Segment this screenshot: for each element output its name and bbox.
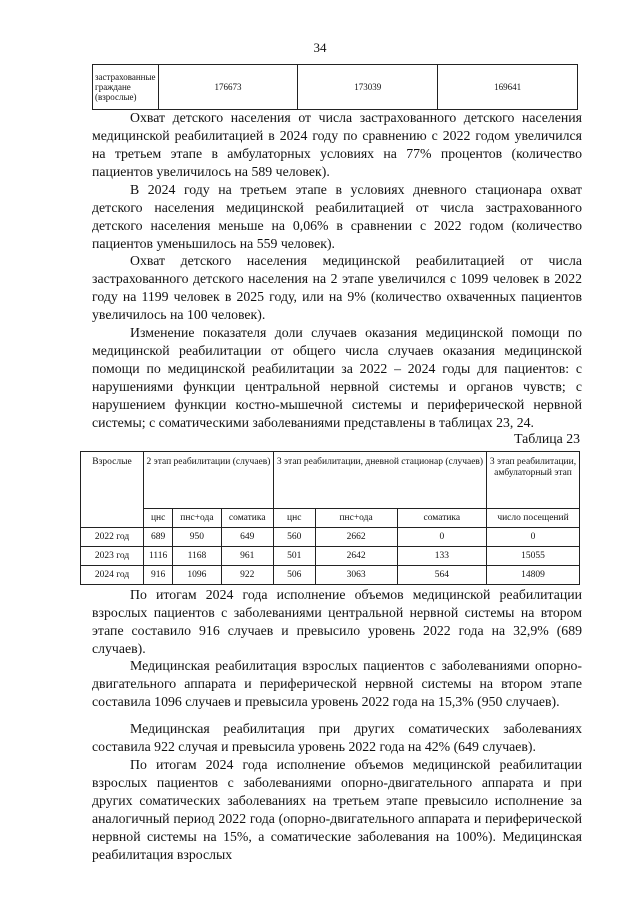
continued-table (92, 64, 578, 110)
paragraph-2: В 2024 году на третьем этапе в условиях дневного стационара охват детского населения медицинской реабилитацией от числа застрахованного детского населения меньше на 0,06% в сравнении с 2022 годом (количество пациентов уменьшилось на 559 человек). (92, 182, 582, 251)
paragraph-4: Изменение показателя доли случаев оказания медицинской помощи по медицинской реабилитации от общего числа случаев оказания медицинской помощи по медицинской реабилитации за 2022 – 2024 годы для пациентов: с нарушениями функции центральной нервной системы и органов чувств; с нарушением функции костно-мышечной системы и периферической нервной системы; с соматическими заболеваниями представлены в таблицах 23, 24. (92, 325, 582, 430)
subheader-cell: соматика (221, 509, 273, 528)
table-cell: 506 (273, 566, 315, 585)
header-cell: 3 этап реабилитации, амбулаторный этап (487, 452, 580, 509)
table-cell: 133 (397, 547, 486, 566)
subheader-cell: пнс+ода (173, 509, 221, 528)
table-row (93, 65, 578, 110)
table-cell: 169641 (438, 65, 578, 110)
table-cell: 922 (221, 566, 273, 585)
page-number: 34 (313, 40, 327, 55)
year-cell: 2024 год (81, 566, 144, 585)
table-cell: 2642 (315, 547, 397, 566)
paragraph-8: По итогам 2024 года исполнение объемов медицинской реабилитации взрослых пациентов с заболеваниями опорно-двигательного аппарата и при других соматических заболеваниях на третьем этапе превысило исполнение за аналогичный период 2022 года (опорно-двигательного аппарата и периферической нервной системы на 15%, а соматические заболевания на 100%). Медицинская реабилитация взрослых (92, 757, 582, 862)
table-cell: 1096 (173, 566, 221, 585)
table-row (81, 566, 580, 585)
table-cell: 0 (487, 528, 580, 547)
table-subheader-row (81, 509, 580, 528)
table-cell: 1116 (144, 547, 173, 566)
table-cell: 649 (221, 528, 273, 547)
paragraph-6: Медицинская реабилитация взрослых пациентов с заболеваниями опорно-двигательного аппарата и периферической нервной системы на втором этапе составила 1096 случаев и превысила уровень 2022 года на 15,3% (950 случаев). (92, 658, 582, 709)
table-cell: 0 (397, 528, 486, 547)
table-cell: 689 (144, 528, 173, 547)
subheader-cell: цнс (273, 509, 315, 528)
table-row (81, 528, 580, 547)
row-label: застрахованные граждане (взрослые) (93, 65, 159, 110)
table-header-row (81, 452, 580, 509)
header-cell: Взрослые (81, 452, 144, 528)
paragraph-5: По итогам 2024 года исполнение объемов медицинской реабилитации взрослых пациентов с заболеваниями центральной нервной системы на втором этапе составило 916 случаев и превысило уровень 2022 года на 32,9% (689 случаев). (92, 587, 582, 656)
year-cell: 2022 год (81, 528, 144, 547)
header-cell: 2 этап реабилитации (случаев) (144, 452, 274, 509)
table-23 (80, 451, 580, 585)
table-cell: 501 (273, 547, 315, 566)
table-row (81, 547, 580, 566)
year-cell: 2023 год (81, 547, 144, 566)
paragraph-3: Охват детского населения медицинской реабилитацией от числа застрахованного детского населения на 2 этапе увеличился с 1099 человек в 2022 году на 1199 человек в 2025 году, или на 9% (количество охваченных пациентов увеличилось на 100 человек). (92, 253, 582, 322)
table-cell: 15055 (487, 547, 580, 566)
subheader-cell: пнс+ода (315, 509, 397, 528)
subheader-cell: соматика (397, 509, 486, 528)
table-cell: 173039 (298, 65, 438, 110)
table-cell: 961 (221, 547, 273, 566)
table-cell: 176673 (158, 65, 298, 110)
paragraph-1: Охват детского населения от числа застрахованного детского населения медицинской реабилитацией в 2024 году по сравнению с 2022 годом увеличился на третьем этапе в амбулаторных условиях на 77% процентов (количество пациентов увеличилось на 589 человек). (92, 110, 582, 179)
table-cell: 916 (144, 566, 173, 585)
table-cell: 564 (397, 566, 486, 585)
table-cell: 2662 (315, 528, 397, 547)
table-cell: 3063 (315, 566, 397, 585)
paragraph-7: Медицинская реабилитация при других соматических заболеваниях составила 922 случая и превысила уровень 2022 года на 42% (649 случаев). (92, 721, 582, 754)
header-cell: 3 этап реабилитации, дневной стационар (случаев) (273, 452, 486, 509)
table-cell: 950 (173, 528, 221, 547)
table-cell: 560 (273, 528, 315, 547)
table-cell: 14809 (487, 566, 580, 585)
table-caption: Таблица 23 (514, 431, 580, 446)
table-cell: 1168 (173, 547, 221, 566)
subheader-cell: цнс (144, 509, 173, 528)
subheader-cell: число посещений (487, 509, 580, 528)
